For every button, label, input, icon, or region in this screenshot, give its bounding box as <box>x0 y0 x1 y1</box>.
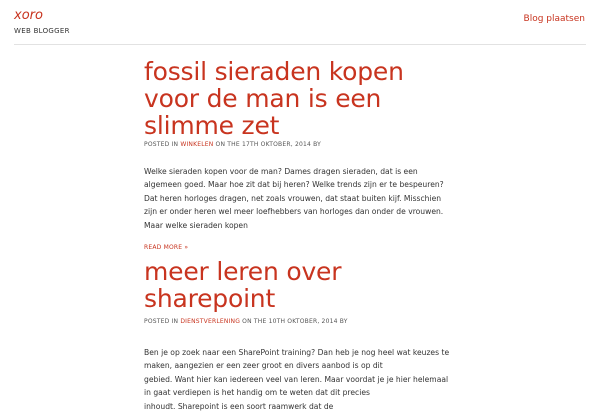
post-meta-date: ON THE 17TH OKTOBER, 2014 BY <box>213 141 321 148</box>
post-meta <box>144 318 454 326</box>
header-divider <box>14 44 586 45</box>
read-more-link[interactable]: READ MORE » <box>144 244 189 252</box>
site-title-link[interactable]: xoro <box>14 8 43 23</box>
post-fossil-sieraden <box>144 58 454 253</box>
post-title <box>144 58 454 139</box>
post-excerpt: Welke sieraden kopen voor de man? Dames dragen sieraden, dat is een algemeen goed. Maar hoe zit dat bij heren? Welke trends zijn er te bespeuren? Dat heren horloges dragen, net zoals vrouwen, dat staat buiten kijf. Misschien zijn er onder heren wel meer loefhebbers van horloges dan onder de vrouwen. Maar welke sieraden kopen <box>144 167 444 230</box>
post-title <box>144 258 454 312</box>
nav-item-blog-plaatsen[interactable]: Blog plaatsen <box>523 14 585 24</box>
post-meta-prefix: POSTED IN <box>144 318 181 325</box>
category-link-dienstverlening[interactable]: DIENSTVERLENING <box>180 318 241 325</box>
post-meta <box>144 141 454 149</box>
post-sharepoint <box>144 258 454 413</box>
post-meta-date: ON THE 10TH OKTOBER, 2014 BY <box>240 318 348 325</box>
post-title-link[interactable]: meer leren over sharepoint <box>144 257 342 313</box>
post-meta-prefix: POSTED IN <box>144 141 181 148</box>
post-excerpt: Ben je op zoek naar een SharePoint training? Dan heb je nog heel wat keuzes te maken, aangezien er een zeer groot en divers aanbod is op dit gebied. Want hier kan iedereen veel van leren. Maar voordat je je hier helemaal in gaat verdiepen is het handig om te weten dat dit precies inhoudt. Sharepoint is een soort raamwerk dat de <box>144 348 450 411</box>
site-description: WEB BLOGGER <box>14 27 70 35</box>
site-header <box>0 0 600 44</box>
post-title-link[interactable]: fossil sieraden kopen voor de man is een slimme zet <box>144 57 404 140</box>
category-link-winkelen[interactable]: WINKELEN <box>180 141 214 148</box>
